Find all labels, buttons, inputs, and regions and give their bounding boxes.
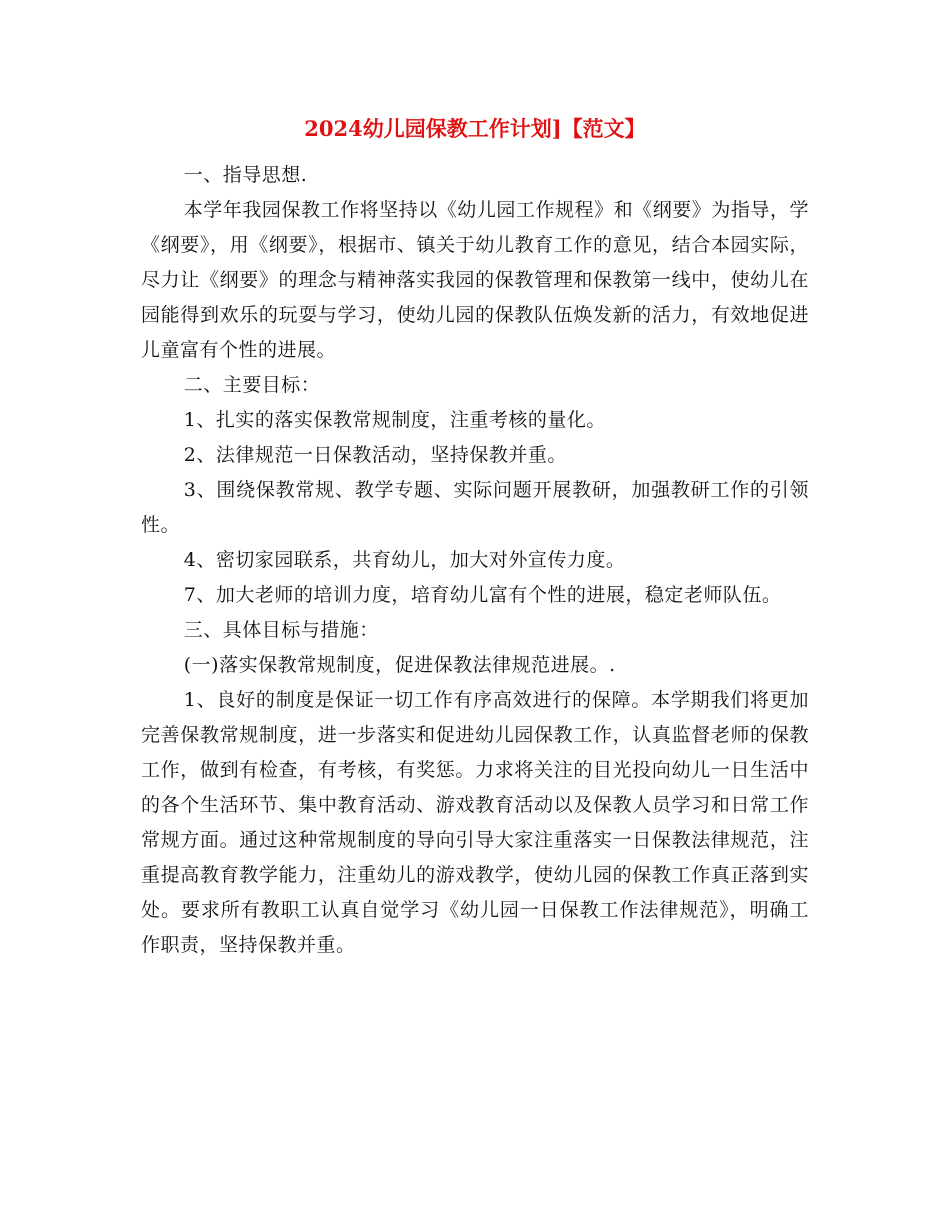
goal-item-4: 4、密切家园联系，共育幼儿，加大对外宣传力度。 xyxy=(183,549,626,571)
heading-guiding-ideology: 一、指导思想. xyxy=(183,164,308,186)
goal-item-1: 1、扎实的落实保教常规制度，注重考核的量化。 xyxy=(183,409,606,431)
subheading-routine-system: (一)落实保教常规制度，促进保教法律规范进展。. xyxy=(183,654,616,676)
paragraph-routine-system: 1、良好的制度是保证一切工作有序高效进行的保障。本学期我们将更加完善保教常规制度，进一步落实和促进幼儿园保教工作，认真监督老师的保教工作，做到有检查，有考核，有奖惩。力求将关注的目光投向幼儿一日生活中的各个生活环节、集中教育活动、游戏教育活动以及保教人员学习和日常工作常规方面。通过这种常规制度的导向引导大家注重落实一日保教法律规范，注重提高教育教学能力，注重幼儿的游戏教学，使幼儿园的保教工作真正落到实处。要求所有教职工认真自觉学习《幼儿园一日保教工作法律规范》，明确工作职责，坚持保教并重。 xyxy=(141,689,809,956)
document-body xyxy=(141,158,809,963)
goal-item-3: 3、围绕保教常规、教学专题、实际问题开展教研，加强教研工作的引领性。 xyxy=(141,479,809,536)
goal-item-2: 2、法律规范一日保教活动，坚持保教并重。 xyxy=(183,444,567,466)
heading-specific-measures: 三、具体目标与措施： xyxy=(183,619,379,641)
paragraph-guiding-ideology: 本学年我园保教工作将坚持以《幼儿园工作规程》和《纲要》为指导，学《纲要》，用《纲要》，根据市、镇关于幼儿教育工作的意见，结合本园实际，尽力让《纲要》的理念与精神落实我园的保教管理和保教第一线中，使幼儿在园能得到欢乐的玩耍与学习，使幼儿园的保教队伍焕发新的活力，有效地促进儿童富有个性的进展。 xyxy=(141,199,809,361)
goal-item-7: 7、加大老师的培训力度，培育幼儿富有个性的进展，稳定老师队伍。 xyxy=(183,584,782,606)
document-title: 2024幼儿园保教工作计划]【范文】 xyxy=(304,116,646,141)
heading-main-goals: 二、主要目标： xyxy=(183,374,321,396)
